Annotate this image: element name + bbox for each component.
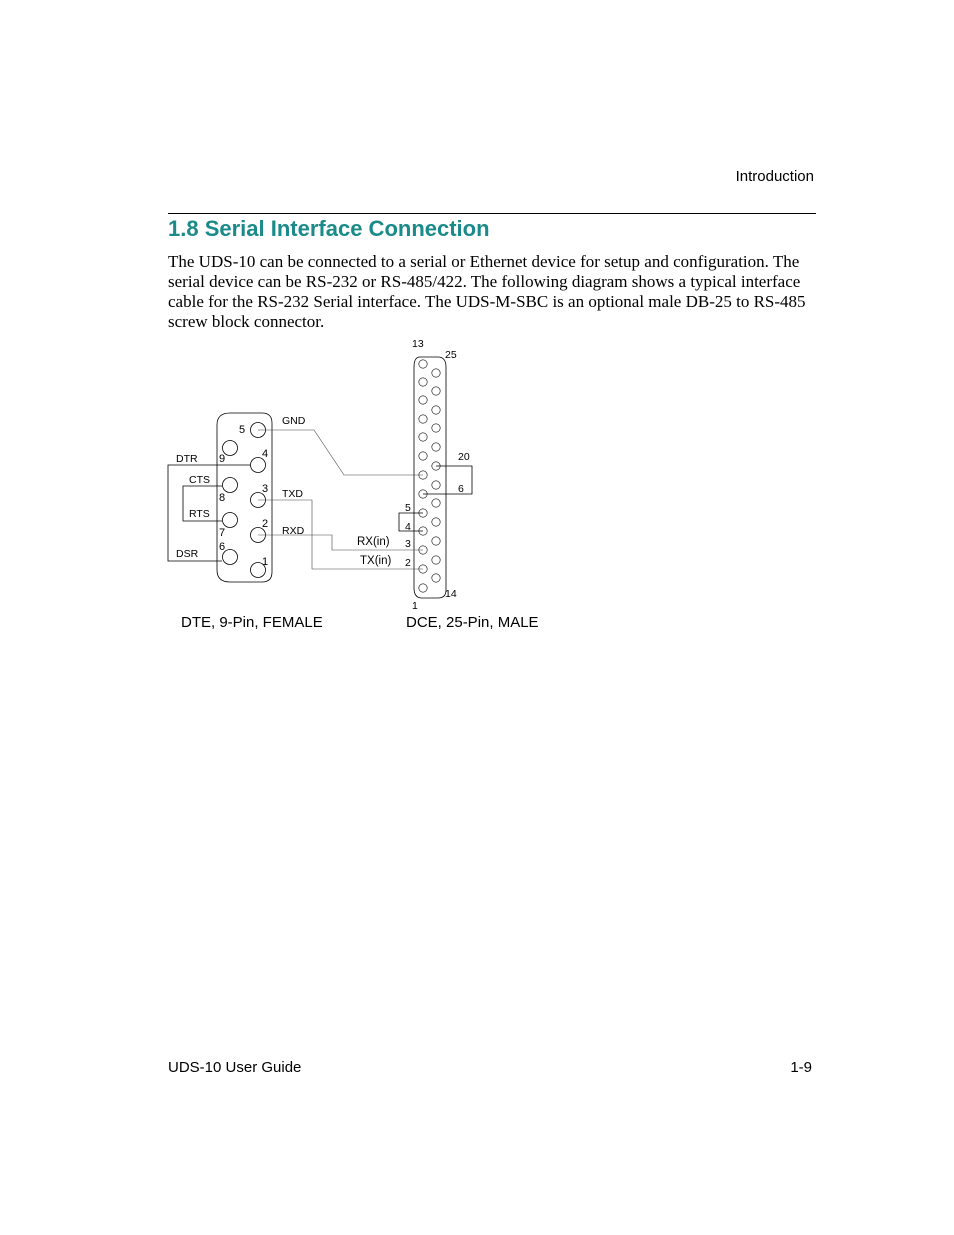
db25-pin-8 [419,452,427,460]
db9-pin-8 [223,478,238,493]
db9-pin-label-2: 2 [262,518,269,530]
signal-rts: RTS [189,508,210,520]
db25-pin-1 [419,584,427,592]
db25-pin-25 [432,369,440,377]
db25-pin-label-20: 20 [458,451,470,463]
db25-pin-label-25: 25 [445,349,457,361]
db25-pin-16 [432,537,440,545]
signal-rxd: RXD [282,525,305,537]
dtr20-dsr6-loop [423,466,472,494]
db25-pin-10 [419,415,427,423]
db9-pin-label-1: 1 [262,556,269,568]
section-title: 1.8 Serial Interface Connection [168,216,490,241]
signal-tx-in: TX(in) [360,555,392,567]
db9-pin-label-9: 9 [219,453,226,465]
rts4-cts5-loop [399,513,423,531]
body-paragraph: The UDS-10 can be connected to a serial or Ethernet device for setup and configuration. The serial device can be RS-232 or RS-485/422. The following diagram shows a typical interface cable for the RS-232 Serial interface. The UDS-M-SBC is an optional male DB-25 to RS-485 screw block connector. [168,252,806,331]
serial-wiring-diagram [160,330,500,615]
db9-pin-label-3: 3 [262,483,269,495]
db25-pin-23 [432,406,440,414]
db25-pin-9 [419,433,427,441]
signal-gnd: GND [282,415,306,427]
db9-caption: DTE, 9-Pin, FEMALE [181,614,323,631]
gnd-wire [258,430,423,475]
signal-cts: CTS [189,474,210,486]
db9-pin-7 [223,513,238,528]
db9-pin-label-7: 7 [219,527,226,539]
db25-pin-label-3: 3 [405,538,411,550]
signal-rx-in: RX(in) [357,536,390,548]
db9-pin-label-4: 4 [262,448,269,460]
db25-pin-label-1: 1 [412,600,418,612]
db25-pin-label-13: 13 [412,338,424,350]
db25-pin-18 [432,499,440,507]
db25-pin-17 [432,518,440,526]
db25-pin-13 [419,360,427,368]
db9-pin-label-5: 5 [239,424,246,436]
db9-pin-label-8: 8 [219,492,226,504]
signal-dsr: DSR [176,548,199,560]
db25-pin-14 [432,574,440,582]
signal-dtr: DTR [176,453,198,465]
db25-pin-12 [419,378,427,386]
db25-pin-label-14: 14 [445,588,457,600]
db25-pin-label-2: 2 [405,557,411,569]
db25-pin-19 [432,481,440,489]
header-rule [168,213,816,214]
db25-connector-shell [414,357,446,598]
db25-pin-label-5: 5 [405,502,411,514]
db25-pin-24 [432,387,440,395]
db25-pin-label-4: 4 [405,521,411,533]
db25-pin-15 [432,556,440,564]
db9-pin-label-6: 6 [219,541,226,553]
db25-pin-11 [419,396,427,404]
page-number: 1-9 [790,1059,812,1076]
footer-title: UDS-10 User Guide [168,1059,302,1076]
db25-pin-21 [432,443,440,451]
db25-pin-22 [432,424,440,432]
rxd-wire [258,535,423,550]
db25-pins [419,360,440,592]
signal-txd: TXD [282,488,303,500]
db25-pin-label-6: 6 [458,483,464,495]
db25-caption: DCE, 25-Pin, MALE [406,614,539,631]
running-header: Introduction [735,168,814,185]
